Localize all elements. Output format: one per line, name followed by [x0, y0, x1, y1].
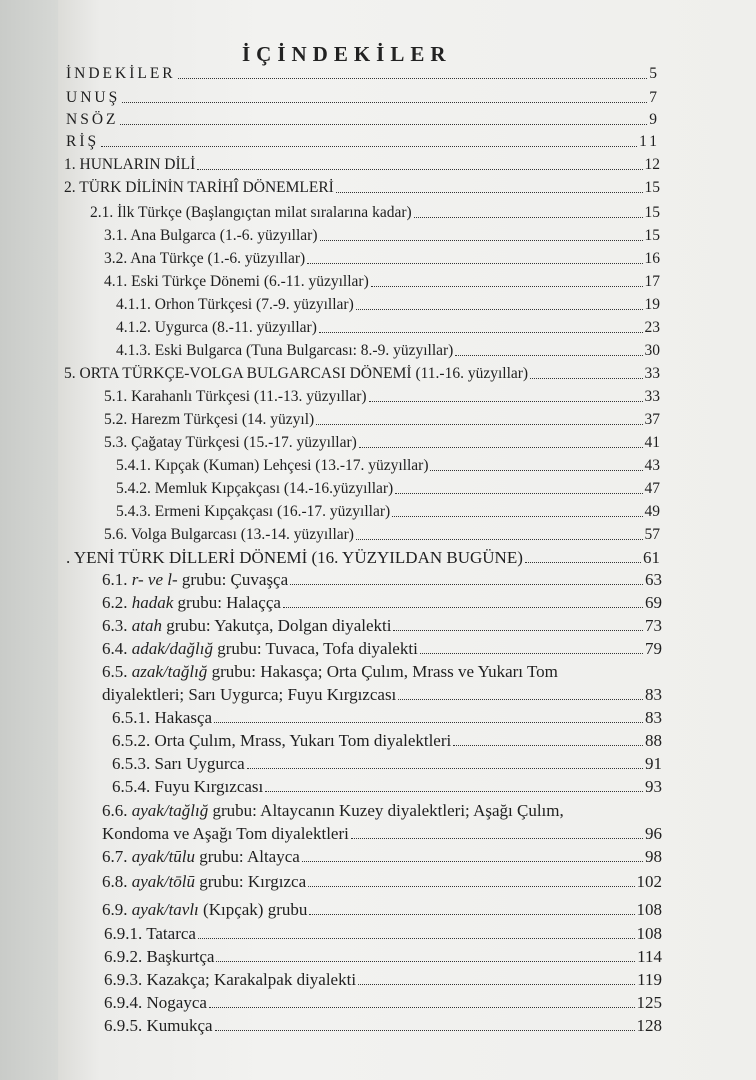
toc-entry-label: RİŞ	[66, 133, 100, 150]
toc-entry-label: 5.1. Karahanlı Türkçesi (11.-13. yüzyıllar)	[104, 388, 367, 405]
toc-page-number: 57	[644, 526, 660, 543]
toc-entry	[66, 110, 660, 130]
toc-entry-label: NSÖZ	[66, 111, 119, 128]
toc-page-number: 114	[637, 947, 662, 966]
toc-entry-number: 6.6.	[102, 801, 132, 820]
toc-page-number: 30	[644, 342, 660, 359]
toc-page-number: 96	[645, 824, 662, 843]
toc-entry-number: 6.1.	[102, 570, 132, 589]
toc-entry	[112, 777, 662, 797]
toc-entry-label: 5.4.3. Ermeni Kıpçakçası (16.-17. yüzyıllar)	[116, 503, 391, 520]
toc-page-number: 15	[644, 227, 660, 244]
leader-dots	[209, 995, 635, 1008]
toc-entry-label: 6.9.1. Tatarca	[104, 924, 196, 943]
toc-entry-label: 2. TÜRK DİLİNİN TARİHÎ DÖNEMLERİ	[64, 179, 334, 196]
toc-entry-rest: grubu: Altaycanın Kuzey diyalektleri; Aşağı Çulım,	[208, 801, 564, 820]
toc-page-number: 17	[644, 273, 660, 290]
leader-dots	[395, 481, 642, 494]
leader-dots	[198, 926, 635, 939]
toc-entry	[102, 639, 662, 659]
toc-entry	[64, 178, 660, 198]
leader-dots	[309, 902, 634, 915]
toc-entry-number: 6.9.	[102, 900, 132, 919]
toc-entry	[104, 947, 662, 967]
toc-entry	[102, 593, 662, 613]
leader-dots	[398, 687, 643, 700]
toc-entry	[102, 900, 662, 920]
toc-entry	[102, 685, 662, 705]
toc-entry-label: 5.2. Harezm Türkçesi (14. yüzyıl)	[104, 411, 315, 428]
toc-entry-number: 6.8.	[102, 872, 132, 891]
toc-entry-label	[102, 847, 300, 867]
toc-entry-italic-term: hadak	[131, 593, 174, 612]
toc-entry-number: 6.3.	[102, 616, 132, 635]
toc-entry-label: 4.1. Eski Türkçe Dönemi (6.-11. yüzyıllar)	[104, 273, 369, 290]
toc-entry-label	[102, 872, 306, 892]
leader-dots	[414, 205, 643, 218]
toc-page-number: 43	[644, 457, 660, 474]
toc-page-number: 23	[644, 319, 660, 336]
toc-entry	[102, 847, 662, 867]
leader-dots	[265, 779, 643, 792]
toc-entry-label: 5.6. Volga Bulgarcası (13.-14. yüzyıllar)	[104, 526, 354, 543]
toc-entry-label: 2.1. İlk Türkçe (Başlangıçtan milat sıralarına kadar)	[90, 204, 412, 221]
toc-entry	[112, 708, 662, 728]
toc-entry	[66, 88, 660, 108]
toc-page-number: 33	[644, 388, 660, 405]
toc-entry	[102, 824, 662, 844]
leader-dots	[358, 972, 635, 985]
toc-page-number: 33	[644, 365, 660, 382]
toc-entry-italic-term: adak/dağlığ	[131, 639, 213, 658]
toc-page-number: 7	[649, 89, 660, 106]
toc-page-number: 119	[637, 970, 662, 989]
toc-entry	[102, 801, 564, 821]
toc-page-number: 93	[645, 777, 662, 796]
toc-page-number: 37	[644, 411, 660, 428]
toc-entry-label: 5. ORTA TÜRKÇE-VOLGA BULGARCASI DÖNEMİ (11.-16. yüzyıllar)	[64, 365, 529, 382]
toc-entry-italic-term: ayak/tūlu	[131, 847, 196, 866]
leader-dots	[307, 251, 642, 264]
toc-entry-label	[102, 662, 558, 681]
toc-entry	[116, 295, 660, 315]
toc-entry-label	[102, 593, 281, 613]
toc-page-number: 108	[636, 924, 662, 943]
toc-entry-label: 4.1.2. Uygurca (8.-11. yüzyıllar)	[116, 319, 317, 336]
leader-dots	[336, 180, 643, 193]
toc-page-number: 128	[636, 1016, 662, 1035]
toc-entry-label	[102, 570, 288, 590]
toc-entry	[116, 318, 660, 338]
leader-dots	[290, 572, 643, 585]
toc-page-number: 15	[644, 179, 660, 196]
toc-entry	[104, 924, 662, 944]
toc-page-number: 47	[644, 480, 660, 497]
toc-entry-label: 6.5.3. Sarı Uygurca	[112, 754, 245, 773]
toc-entry-label: 1. HUNLARIN DİLİ	[64, 156, 196, 173]
toc-entry-label: 4.1.1. Orhon Türkçesi (7.-9. yüzyıllar)	[116, 296, 354, 313]
toc-entry-label: 6.9.2. Başkurtça	[104, 947, 215, 966]
toc-page-number: 63	[645, 570, 662, 589]
toc-entry	[66, 132, 660, 152]
toc-entry-rest: grubu: Çuvaşça	[177, 570, 289, 589]
toc-entry-number: 6.5.	[102, 662, 132, 681]
leader-dots	[525, 550, 641, 563]
leader-dots	[247, 756, 643, 769]
toc-entry	[112, 731, 662, 751]
toc-entry	[112, 754, 662, 774]
toc-entry	[102, 616, 662, 636]
leader-dots	[455, 343, 642, 356]
leader-dots	[283, 595, 643, 608]
toc-entry	[104, 410, 660, 430]
leader-dots	[197, 157, 642, 170]
toc-page-number: 9	[649, 111, 660, 128]
toc-entry	[66, 64, 660, 84]
toc-entry-label	[102, 639, 418, 659]
toc-entry	[116, 502, 660, 522]
toc-entry-number: 6.7.	[102, 847, 132, 866]
toc-page-number: 11	[639, 133, 660, 150]
toc-entry-label: 5.3. Çağatay Türkçesi (15.-17. yüzyıllar)	[104, 434, 357, 451]
toc-entry	[104, 272, 660, 292]
toc-entry-rest: (Kıpçak) grubu	[198, 900, 308, 919]
leader-dots	[356, 297, 643, 310]
leader-dots	[392, 504, 642, 517]
leader-dots	[316, 412, 642, 425]
toc-entry	[104, 970, 662, 990]
toc-entry	[104, 993, 662, 1013]
toc-entry	[66, 548, 660, 568]
toc-entry-label: 6.5.4. Fuyu Kırgızcası	[112, 777, 264, 796]
toc-entry	[102, 872, 662, 892]
leader-dots	[356, 527, 643, 540]
toc-entry-italic-term: atah	[131, 616, 162, 635]
toc-page-number: 69	[645, 593, 662, 612]
toc-entry-label: diyalektleri; Sarı Uygurca; Fuyu Kırgızcası	[102, 685, 397, 704]
toc-entry	[102, 570, 662, 590]
toc-entry	[90, 203, 660, 223]
toc-entry-label: 6.5.1. Hakasça	[112, 708, 213, 727]
toc-page-number: 83	[645, 685, 662, 704]
toc-entry-label: 5.4.1. Kıpçak (Kuman) Lehçesi (13.-17. yüzyıllar)	[116, 457, 429, 474]
toc-entry	[104, 525, 660, 545]
toc-entry-label: UNUŞ	[66, 89, 121, 106]
page-title: İÇİNDEKİLER	[242, 42, 452, 66]
leader-dots	[178, 66, 648, 79]
leader-dots	[530, 366, 642, 379]
toc-entry-italic-term: ayak/tavlı	[131, 900, 199, 919]
toc-entry	[116, 341, 660, 361]
toc-entry-label	[102, 616, 391, 636]
toc-page-number: 19	[644, 296, 660, 313]
toc-entry	[116, 456, 660, 476]
toc-page-number: 108	[636, 900, 662, 919]
leader-dots	[308, 874, 634, 887]
toc-page-number: 49	[644, 503, 660, 520]
toc-entry-label: Kondoma ve Aşağı Tom diyalektleri	[102, 824, 349, 843]
toc-entry	[102, 662, 558, 682]
leader-dots	[319, 320, 643, 333]
toc-entry	[104, 387, 660, 407]
toc-entry-label: 6.5.2. Orta Çulım, Mrass, Yukarı Tom diyalektleri	[112, 731, 452, 750]
toc-entry	[64, 364, 660, 384]
toc-entry-rest: grubu: Halaçça	[173, 593, 281, 612]
leader-dots	[214, 710, 643, 723]
toc-entry-rest: grubu: Tuvaca, Tofa diyalekti	[212, 639, 418, 658]
toc-entry	[104, 249, 660, 269]
toc-entry	[104, 226, 660, 246]
toc-page-number: 5	[649, 65, 660, 82]
toc-entry-rest: grubu: Altayca	[195, 847, 300, 866]
leader-dots	[371, 274, 643, 287]
toc-page-number: 41	[644, 434, 660, 451]
toc-page-number: 16	[644, 250, 660, 267]
toc-page-number: 12	[644, 156, 660, 173]
toc-entry-label	[102, 801, 564, 820]
leader-dots	[420, 641, 643, 654]
toc-page-number: 88	[645, 731, 662, 750]
toc-entry-number: 6.4.	[102, 639, 132, 658]
leader-dots	[430, 458, 642, 471]
toc-entry-label: 6.9.4. Nogayca	[104, 993, 207, 1012]
toc-entry	[104, 433, 660, 453]
toc-entry	[116, 479, 660, 499]
toc-entry-label	[102, 900, 307, 920]
leader-dots	[215, 1018, 635, 1031]
leader-dots	[453, 733, 643, 746]
leader-dots	[216, 949, 635, 962]
toc-page-number: 73	[645, 616, 662, 635]
leader-dots	[369, 389, 643, 402]
toc-entry-italic-term: ayak/tağlığ	[131, 801, 209, 820]
toc-entry	[64, 155, 660, 175]
toc-entry-label: 3.2. Ana Türkçe (1.-6. yüzyıllar)	[104, 250, 306, 267]
toc-page-number: 79	[645, 639, 662, 658]
toc-entry-label: . YENİ TÜRK DİLLERİ DÖNEMİ (16. YÜZYILDAN BUGÜNE)	[66, 548, 523, 567]
toc-page-number: 102	[636, 872, 662, 891]
toc-entry-label: 3.1. Ana Bulgarca (1.-6. yüzyıllar)	[104, 227, 318, 244]
toc-page-number: 91	[645, 754, 662, 773]
toc-entry-rest: grubu: Yakutça, Dolgan diyalekti	[161, 616, 392, 635]
toc-entry-label: 5.4.2. Memluk Kıpçakçası (14.-16.yüzyıllar)	[116, 480, 394, 497]
toc-page-number: 125	[636, 993, 662, 1012]
toc-page-number: 83	[645, 708, 662, 727]
leader-dots	[320, 228, 643, 241]
toc-entry-label: 4.1.3. Eski Bulgarca (Tuna Bulgarcası: 8.-9. yüzyıllar)	[116, 342, 454, 359]
toc-entry-rest: grubu: Hakasça; Orta Çulım, Mrass ve Yukarı Tom	[207, 662, 558, 681]
toc-page-number: 15	[644, 204, 660, 221]
leader-dots	[351, 826, 643, 839]
leader-dots	[302, 849, 643, 862]
leader-dots	[393, 618, 643, 631]
toc-entry-rest: grubu: Kırgızca	[195, 872, 307, 891]
toc-entry-italic-term: r- ve l-	[131, 570, 178, 589]
toc-page-number: 61	[643, 548, 660, 567]
toc-page-number: 98	[645, 847, 662, 866]
leader-dots	[122, 90, 647, 103]
toc-entry-number: 6.2.	[102, 593, 132, 612]
toc-entry	[104, 1016, 662, 1036]
toc-entry-italic-term: ayak/tōlū	[131, 872, 196, 891]
toc-entry-label: İNDEKİLER	[66, 65, 176, 82]
toc-entry-label: 6.9.5. Kumukça	[104, 1016, 213, 1035]
leader-dots	[101, 134, 637, 147]
toc-entry-italic-term: azak/tağlığ	[131, 662, 208, 681]
leader-dots	[120, 112, 647, 125]
leader-dots	[359, 435, 643, 448]
toc-entry-label: 6.9.3. Kazakça; Karakalpak diyalekti	[104, 970, 357, 989]
